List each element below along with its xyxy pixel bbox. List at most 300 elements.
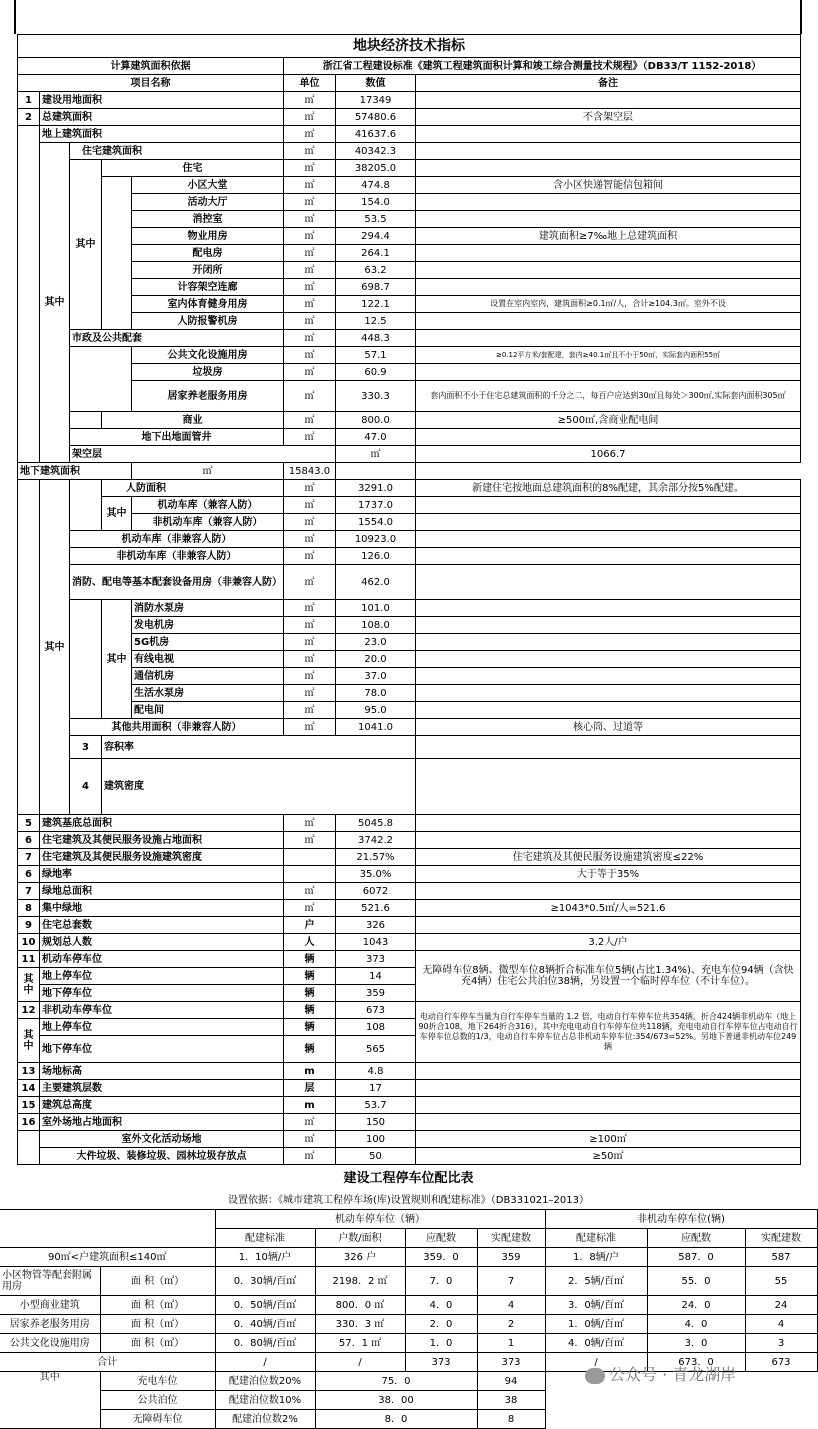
row-note	[416, 497, 801, 514]
row-no: 4	[70, 759, 102, 815]
row-name: 室外文化活动场地	[40, 1131, 284, 1148]
row-note: ≥50㎡	[416, 1148, 801, 1165]
row-unit: ㎡	[284, 565, 336, 600]
row-unit: ㎡	[284, 497, 336, 514]
cell-car-std: 0．40辆/百㎡	[215, 1315, 315, 1334]
row-name: 人防报警机房	[132, 313, 284, 330]
row-note	[416, 617, 801, 634]
row-no: 6	[18, 832, 40, 849]
row-note: 建筑面积≥7‰地上总建筑面积	[416, 228, 801, 245]
cell-bike-std: /	[545, 1353, 647, 1372]
table-title: 地块经济技术指标	[18, 35, 801, 58]
row-value: 15843.0	[284, 463, 336, 480]
row-name: 商业	[102, 412, 284, 429]
cell-bike-req: 4．0	[647, 1315, 745, 1334]
row-unit: ㎡	[284, 313, 336, 330]
qizhong-label: 其中	[102, 497, 132, 531]
row-name: 市政及公共配套	[70, 330, 284, 347]
left-frame-line	[14, 0, 16, 34]
row-unit: 辆	[284, 1002, 336, 1019]
row-value: 40342.3	[336, 143, 416, 160]
row-value: 100	[336, 1131, 416, 1148]
cell-car-act: 1	[477, 1334, 545, 1353]
cell-bike-req: 55．0	[647, 1267, 745, 1296]
row-note	[416, 668, 801, 685]
row-note	[416, 565, 801, 600]
row-value: 122.1	[336, 296, 416, 313]
row-note	[416, 245, 801, 262]
sub-row-name: 充电车位	[100, 1372, 215, 1391]
cell-count: 330．3 ㎡	[315, 1315, 405, 1334]
row-value: 1554.0	[336, 514, 416, 531]
row-unit: ㎡	[284, 651, 336, 668]
header-value: 数值	[336, 75, 416, 92]
row-value: 38205.0	[336, 160, 416, 177]
qizhong-label: 其中	[0, 1372, 100, 1429]
row-unit: 辆	[284, 951, 336, 968]
row-value: 474.8	[336, 177, 416, 194]
row-note	[416, 126, 801, 143]
row-unit: ㎡	[284, 832, 336, 849]
row-unit: ㎡	[336, 446, 416, 463]
row-value: 521.6	[336, 900, 416, 917]
sub-row-std: 配建泊位数2%	[215, 1410, 315, 1429]
cell-car-std: 0．50辆/百㎡	[215, 1296, 315, 1315]
row-note	[416, 194, 801, 211]
cell-bike-req: 587．0	[647, 1248, 745, 1267]
row-name: 容积率	[102, 736, 416, 759]
row-value: 373	[336, 951, 416, 968]
cell-car-act: 373	[477, 1353, 545, 1372]
header-unit: 单位	[284, 75, 336, 92]
row-note	[416, 92, 801, 109]
cell-car-req: 359．0	[405, 1248, 477, 1267]
row-name: 建筑密度	[102, 759, 416, 815]
row-note	[416, 634, 801, 651]
blank-cell	[70, 600, 102, 719]
row-unit: ㎡	[284, 364, 336, 381]
row-note: 设置在室内室内，建筑面积≥0.1㎡/人，合计≥104.3㎡。室外不设	[416, 296, 801, 313]
row-value: 53.5	[336, 211, 416, 228]
cell-bike-std: 3．0辆/百㎡	[545, 1296, 647, 1315]
row-note	[416, 429, 801, 446]
sub-row-act: 8	[477, 1410, 545, 1429]
row-unit: ㎡	[284, 815, 336, 832]
row-unit: ㎡	[284, 126, 336, 143]
cell-bike-req: 673．0	[647, 1353, 745, 1372]
row-unit: ㎡	[284, 245, 336, 262]
row-unit: 人	[284, 934, 336, 951]
row-note: 不含架空层	[416, 109, 801, 126]
cell-count: 800．0 ㎡	[315, 1296, 405, 1315]
cell-car-act: 2	[477, 1315, 545, 1334]
cell-car-req: 4．0	[405, 1296, 477, 1315]
row-note	[416, 364, 801, 381]
row-value: 10923.0	[336, 531, 416, 548]
row-name: 配电间	[132, 702, 284, 719]
row-no: 11	[18, 951, 40, 968]
row-name: 住宅总套数	[40, 917, 284, 934]
row-unit: ㎡	[284, 634, 336, 651]
cell-count: 2198．2 ㎡	[315, 1267, 405, 1296]
row-no-blank	[18, 126, 40, 463]
row-name: 室外场地占地面积	[40, 1114, 284, 1131]
row-note	[416, 702, 801, 719]
row-value: 5045.8	[336, 815, 416, 832]
row-note	[416, 685, 801, 702]
parking-table-title: 建设工程停车位配比表	[343, 1170, 474, 1186]
row-value: 21.57%	[336, 849, 416, 866]
cell-bike-act: 55	[745, 1267, 817, 1296]
row-note	[416, 279, 801, 296]
cell-car-act: 4	[477, 1296, 545, 1315]
sub-row-name: 公共泊位	[100, 1391, 215, 1410]
cell-bike-act: 3	[745, 1334, 817, 1353]
row-unit: ㎡	[284, 296, 336, 313]
row-note: 新建住宅按地面总建筑面积的8%配建，其余部分按5%配建。	[416, 480, 801, 497]
row-unit: ㎡	[284, 668, 336, 685]
row-unit: ㎡	[284, 531, 336, 548]
row-value: 20.0	[336, 651, 416, 668]
parking-ratio-table	[0, 1165, 818, 1429]
cell-bike-act: 587	[745, 1248, 817, 1267]
row-name: 规划总人数	[40, 934, 284, 951]
row-name: 绿地总面积	[40, 883, 284, 900]
row-note: 无障碍车位8辆、微型车位8辆折合标准车位5辆(占比1.34%)、充电车位94辆（含快充4辆）住宅公共泊位38辆，另设置一个临时停车位（不计车位）。	[416, 951, 801, 1002]
row-note: 核心筒、过道等	[416, 719, 801, 736]
wechat-icon	[585, 1368, 605, 1384]
row-name: 非机动车库（非兼容人防）	[70, 548, 284, 565]
row-no: 14	[18, 1080, 40, 1097]
row-name: 物业用房	[132, 228, 284, 245]
row-name: 住宅	[102, 160, 284, 177]
sheet	[2, 34, 801, 1429]
row-no: 13	[18, 1063, 40, 1080]
sub-row-act: 94	[477, 1372, 545, 1391]
row-value: 359	[336, 985, 416, 1002]
row-unit: ㎡	[284, 347, 336, 364]
row-name: 居家养老服务用房	[132, 381, 284, 412]
row-name: 其他共用面积（非兼容人防）	[70, 719, 284, 736]
watermark	[585, 1362, 736, 1385]
row-no: 8	[18, 900, 40, 917]
blank-cell	[70, 480, 102, 531]
row-unit: ㎡	[284, 177, 336, 194]
row-value: 4.8	[336, 1063, 416, 1080]
row-name: 5G机房	[132, 634, 284, 651]
row-note: 3.2人/户	[416, 934, 801, 951]
row-value: 1066.7	[416, 446, 801, 463]
header-note: 备注	[416, 75, 801, 92]
row-name: 场地标高	[40, 1063, 284, 1080]
row-value: 150	[336, 1114, 416, 1131]
header-bike-act: 实配建数	[745, 1229, 817, 1248]
row-unit: ㎡	[132, 463, 284, 480]
row-name: 住宅建筑及其便民服务设施建筑密度	[40, 849, 284, 866]
row-value: 14	[336, 968, 416, 985]
row-unit: ㎡	[284, 160, 336, 177]
row-unit: 层	[284, 1080, 336, 1097]
row-note	[416, 1063, 801, 1080]
row-value: 698.7	[336, 279, 416, 296]
table-row-name: 公共文化设施用房	[0, 1334, 100, 1353]
row-no: 3	[70, 736, 102, 759]
row-value: 108.0	[336, 617, 416, 634]
row-unit: ㎡	[284, 262, 336, 279]
row-unit	[284, 866, 336, 883]
row-unit	[416, 736, 801, 759]
cell-sub: 面 积（㎡）	[100, 1296, 215, 1315]
row-value: 53.7	[336, 1097, 416, 1114]
row-value: 17	[336, 1080, 416, 1097]
row-name: 绿地率	[40, 866, 284, 883]
row-no: 6	[18, 866, 40, 883]
row-unit: ㎡	[284, 900, 336, 917]
row-name: 非机动车库（兼容人防）	[132, 514, 284, 531]
cell-car-act: 359	[477, 1248, 545, 1267]
row-note	[416, 330, 801, 347]
row-unit: ㎡	[284, 1131, 336, 1148]
sub-row-std: 配建泊位数10%	[215, 1391, 315, 1410]
row-value: 37.0	[336, 668, 416, 685]
qizhong-label: 其中	[18, 1019, 40, 1063]
row-name: 消控室	[132, 211, 284, 228]
row-name: 计容架空连廊	[132, 279, 284, 296]
car-group-header: 机动车停车位（辆）	[215, 1210, 545, 1229]
row-note	[416, 883, 801, 900]
row-unit: ㎡	[284, 883, 336, 900]
sub-row-req: 75．0	[315, 1372, 477, 1391]
sub-row-req: 8．0	[315, 1410, 477, 1429]
row-unit: ㎡	[284, 702, 336, 719]
row-name: 地下停车位	[40, 985, 284, 1002]
row-value: 1041.0	[336, 719, 416, 736]
row-note	[416, 531, 801, 548]
blank-cell	[545, 1391, 817, 1410]
row-unit: ㎡	[284, 548, 336, 565]
qizhong-label: 其中	[40, 480, 70, 815]
bike-group-header: 非机动车停车位(辆)	[545, 1210, 817, 1229]
row-no: 10	[18, 934, 40, 951]
row-unit: 户	[284, 917, 336, 934]
row-note	[416, 651, 801, 668]
blank-cell	[0, 1210, 215, 1248]
row-unit: ㎡	[284, 381, 336, 412]
row-value: 78.0	[336, 685, 416, 702]
row-note	[416, 1080, 801, 1097]
cell-bike-req: 24．0	[647, 1296, 745, 1315]
row-unit: ㎡	[284, 412, 336, 429]
watermark-text: 公众号 · 青龙湖岸	[609, 1365, 737, 1384]
row-value: 3742.2	[336, 832, 416, 849]
blank-cell	[18, 1131, 40, 1165]
row-name: 地下出地面管井	[70, 429, 284, 446]
cell-car-std: 0．30辆/百㎡	[215, 1267, 315, 1296]
cell-bike-std: 1．8辆/户	[545, 1248, 647, 1267]
row-name: 发电机房	[132, 617, 284, 634]
cell-sub: 面 积（㎡）	[100, 1315, 215, 1334]
row-no: 7	[18, 883, 40, 900]
row-value: 101.0	[336, 600, 416, 617]
row-note	[416, 832, 801, 849]
row-value: 800.0	[336, 412, 416, 429]
table-row-name: 90㎡<户建筑面积≤140㎡	[0, 1248, 215, 1267]
row-unit	[416, 759, 801, 815]
row-value: 63.2	[336, 262, 416, 279]
row-unit: ㎡	[284, 1148, 336, 1165]
row-note	[416, 548, 801, 565]
cell-bike-req: 3．0	[647, 1334, 745, 1353]
cell-car-std: 1．10辆/户	[215, 1248, 315, 1267]
row-note	[416, 1114, 801, 1131]
row-name: 开闭所	[132, 262, 284, 279]
row-value: 448.3	[336, 330, 416, 347]
table-row-name: 小区物管等配套附属用房	[0, 1267, 100, 1296]
header-count: 户数/面积	[315, 1229, 405, 1248]
row-value: 60.9	[336, 364, 416, 381]
row-note: ≥100㎡	[416, 1131, 801, 1148]
row-unit: ㎡	[284, 92, 336, 109]
row-value: 23.0	[336, 634, 416, 651]
row-name: 生活水泵房	[132, 685, 284, 702]
row-unit: ㎡	[284, 429, 336, 446]
cell-car-act: 7	[477, 1267, 545, 1296]
row-unit: ㎡	[284, 685, 336, 702]
row-unit: ㎡	[284, 719, 336, 736]
row-no: 2	[18, 109, 40, 126]
economic-indicator-table	[17, 34, 801, 1165]
row-name: 活动大厅	[132, 194, 284, 211]
qizhong-label: 其中	[18, 968, 40, 1002]
row-value: 17349	[336, 92, 416, 109]
row-name: 住宅建筑面积	[70, 143, 284, 160]
row-value: 3291.0	[336, 480, 416, 497]
row-name: 通信机房	[132, 668, 284, 685]
row-value: 6072	[336, 883, 416, 900]
row-no: 12	[18, 1002, 40, 1019]
row-value: 47.0	[336, 429, 416, 446]
blank-cell	[70, 412, 102, 429]
cell-sub: 面 积（㎡）	[100, 1267, 215, 1296]
header-item: 项目名称	[18, 75, 284, 92]
sub-row-name: 无障碍车位	[100, 1410, 215, 1429]
row-note	[416, 211, 801, 228]
row-unit: 辆	[284, 968, 336, 985]
cell-count: /	[315, 1353, 405, 1372]
cell-car-std: /	[215, 1353, 315, 1372]
row-name: 人防面积	[102, 480, 284, 497]
row-name: 建设用地面积	[40, 92, 284, 109]
cell-car-req: 373	[405, 1353, 477, 1372]
row-note	[336, 463, 416, 480]
basis-value: 浙江省工程建设标准《建筑工程建筑面积计算和竣工综合测量技术规程》（DB33/T 1152-2018）	[284, 58, 801, 75]
row-note	[416, 815, 801, 832]
header-car-req: 应配数	[405, 1229, 477, 1248]
row-value: 41637.6	[336, 126, 416, 143]
cell-bike-act: 673	[745, 1353, 817, 1372]
row-unit	[284, 849, 336, 866]
row-unit: m	[284, 1097, 336, 1114]
row-note: ≥0.12平方米/套配建，套内≥40.1㎡且不小于50㎡，实际套内面积55㎡	[416, 347, 801, 364]
row-name: 地下建筑面积	[18, 463, 132, 480]
right-frame-line	[800, 0, 802, 34]
row-note: ≥500㎡,含商业配电间	[416, 412, 801, 429]
cell-car-req: 7．0	[405, 1267, 477, 1296]
row-unit: 辆	[284, 985, 336, 1002]
row-value: 294.4	[336, 228, 416, 245]
row-no: 9	[18, 917, 40, 934]
cell-car-std: 0．80辆/百㎡	[215, 1334, 315, 1353]
header-car-act: 实配建数	[477, 1229, 545, 1248]
row-name: 总建筑面积	[40, 109, 284, 126]
row-note	[416, 600, 801, 617]
row-value: 95.0	[336, 702, 416, 719]
row-name: 住宅建筑及其便民服务设施占地面积	[40, 832, 284, 849]
row-note	[416, 917, 801, 934]
cell-sub: 面 积（㎡）	[100, 1334, 215, 1353]
row-name: 机动车停车位	[40, 951, 284, 968]
row-no: 7	[18, 849, 40, 866]
row-value: 1737.0	[336, 497, 416, 514]
blank-cell	[545, 1410, 817, 1429]
row-value: 264.1	[336, 245, 416, 262]
cell-car-req: 2．0	[405, 1315, 477, 1334]
table-row-name: 小型商业建筑	[0, 1296, 100, 1315]
qizhong-label: 其中	[70, 160, 102, 330]
row-unit: ㎡	[284, 279, 336, 296]
row-value: 154.0	[336, 194, 416, 211]
row-name: 地上停车位	[40, 1019, 284, 1036]
qizhong-label: 其中	[102, 600, 132, 719]
row-value: 330.3	[336, 381, 416, 412]
row-name: 公共文化设施用房	[132, 347, 284, 364]
row-value: 50	[336, 1148, 416, 1165]
cell-car-req: 1．0	[405, 1334, 477, 1353]
row-unit: ㎡	[284, 480, 336, 497]
cell-count: 57．1 ㎡	[315, 1334, 405, 1353]
row-value: 57480.6	[336, 109, 416, 126]
row-note: 住宅建筑及其便民服务设施建筑密度≤22%	[416, 849, 801, 866]
row-name: 消防、配电等基本配套设备用房（非兼容人防）	[70, 565, 284, 600]
row-name: 有线电视	[132, 651, 284, 668]
row-note: 大于等于35%	[416, 866, 801, 883]
row-no: 16	[18, 1114, 40, 1131]
row-unit: ㎡	[284, 514, 336, 531]
cell-bike-std: 1．0辆/百㎡	[545, 1315, 647, 1334]
header-car-std: 配建标准	[215, 1229, 315, 1248]
row-name: 机动车库（非兼容人防）	[70, 531, 284, 548]
row-unit: 辆	[284, 1019, 336, 1036]
row-unit: ㎡	[284, 330, 336, 347]
sub-row-req: 38．00	[315, 1391, 477, 1410]
row-name: 地上建筑面积	[40, 126, 284, 143]
row-unit: ㎡	[284, 109, 336, 126]
row-no: 15	[18, 1097, 40, 1114]
basis-label: 计算建筑面积依据	[18, 58, 284, 75]
row-note	[416, 143, 801, 160]
row-no: 5	[18, 815, 40, 832]
row-unit: ㎡	[284, 617, 336, 634]
table-row-name: 居家养老服务用房	[0, 1315, 100, 1334]
row-unit: ㎡	[284, 194, 336, 211]
row-value: 462.0	[336, 565, 416, 600]
row-note	[416, 313, 801, 330]
cell-bike-std: 4．0辆/百㎡	[545, 1334, 647, 1353]
cell-bike-act: 4	[745, 1315, 817, 1334]
cell-count: 326 户	[315, 1248, 405, 1267]
row-note	[416, 1097, 801, 1114]
row-note: 电动自行车停车当量为自行车停车当量的 1.2 倍，电动自行车停车位共354辆，折合424辆非机动车（地上90折合108，地下264折合316），其中充电电动自行车停车位共118辆，充电电动自行车停车位占电动自行车停车位总数的1/3，电动自行车停车位占总非机动车停车位:354/673=52%。另地下普通非机动车位249辆	[416, 1002, 801, 1063]
